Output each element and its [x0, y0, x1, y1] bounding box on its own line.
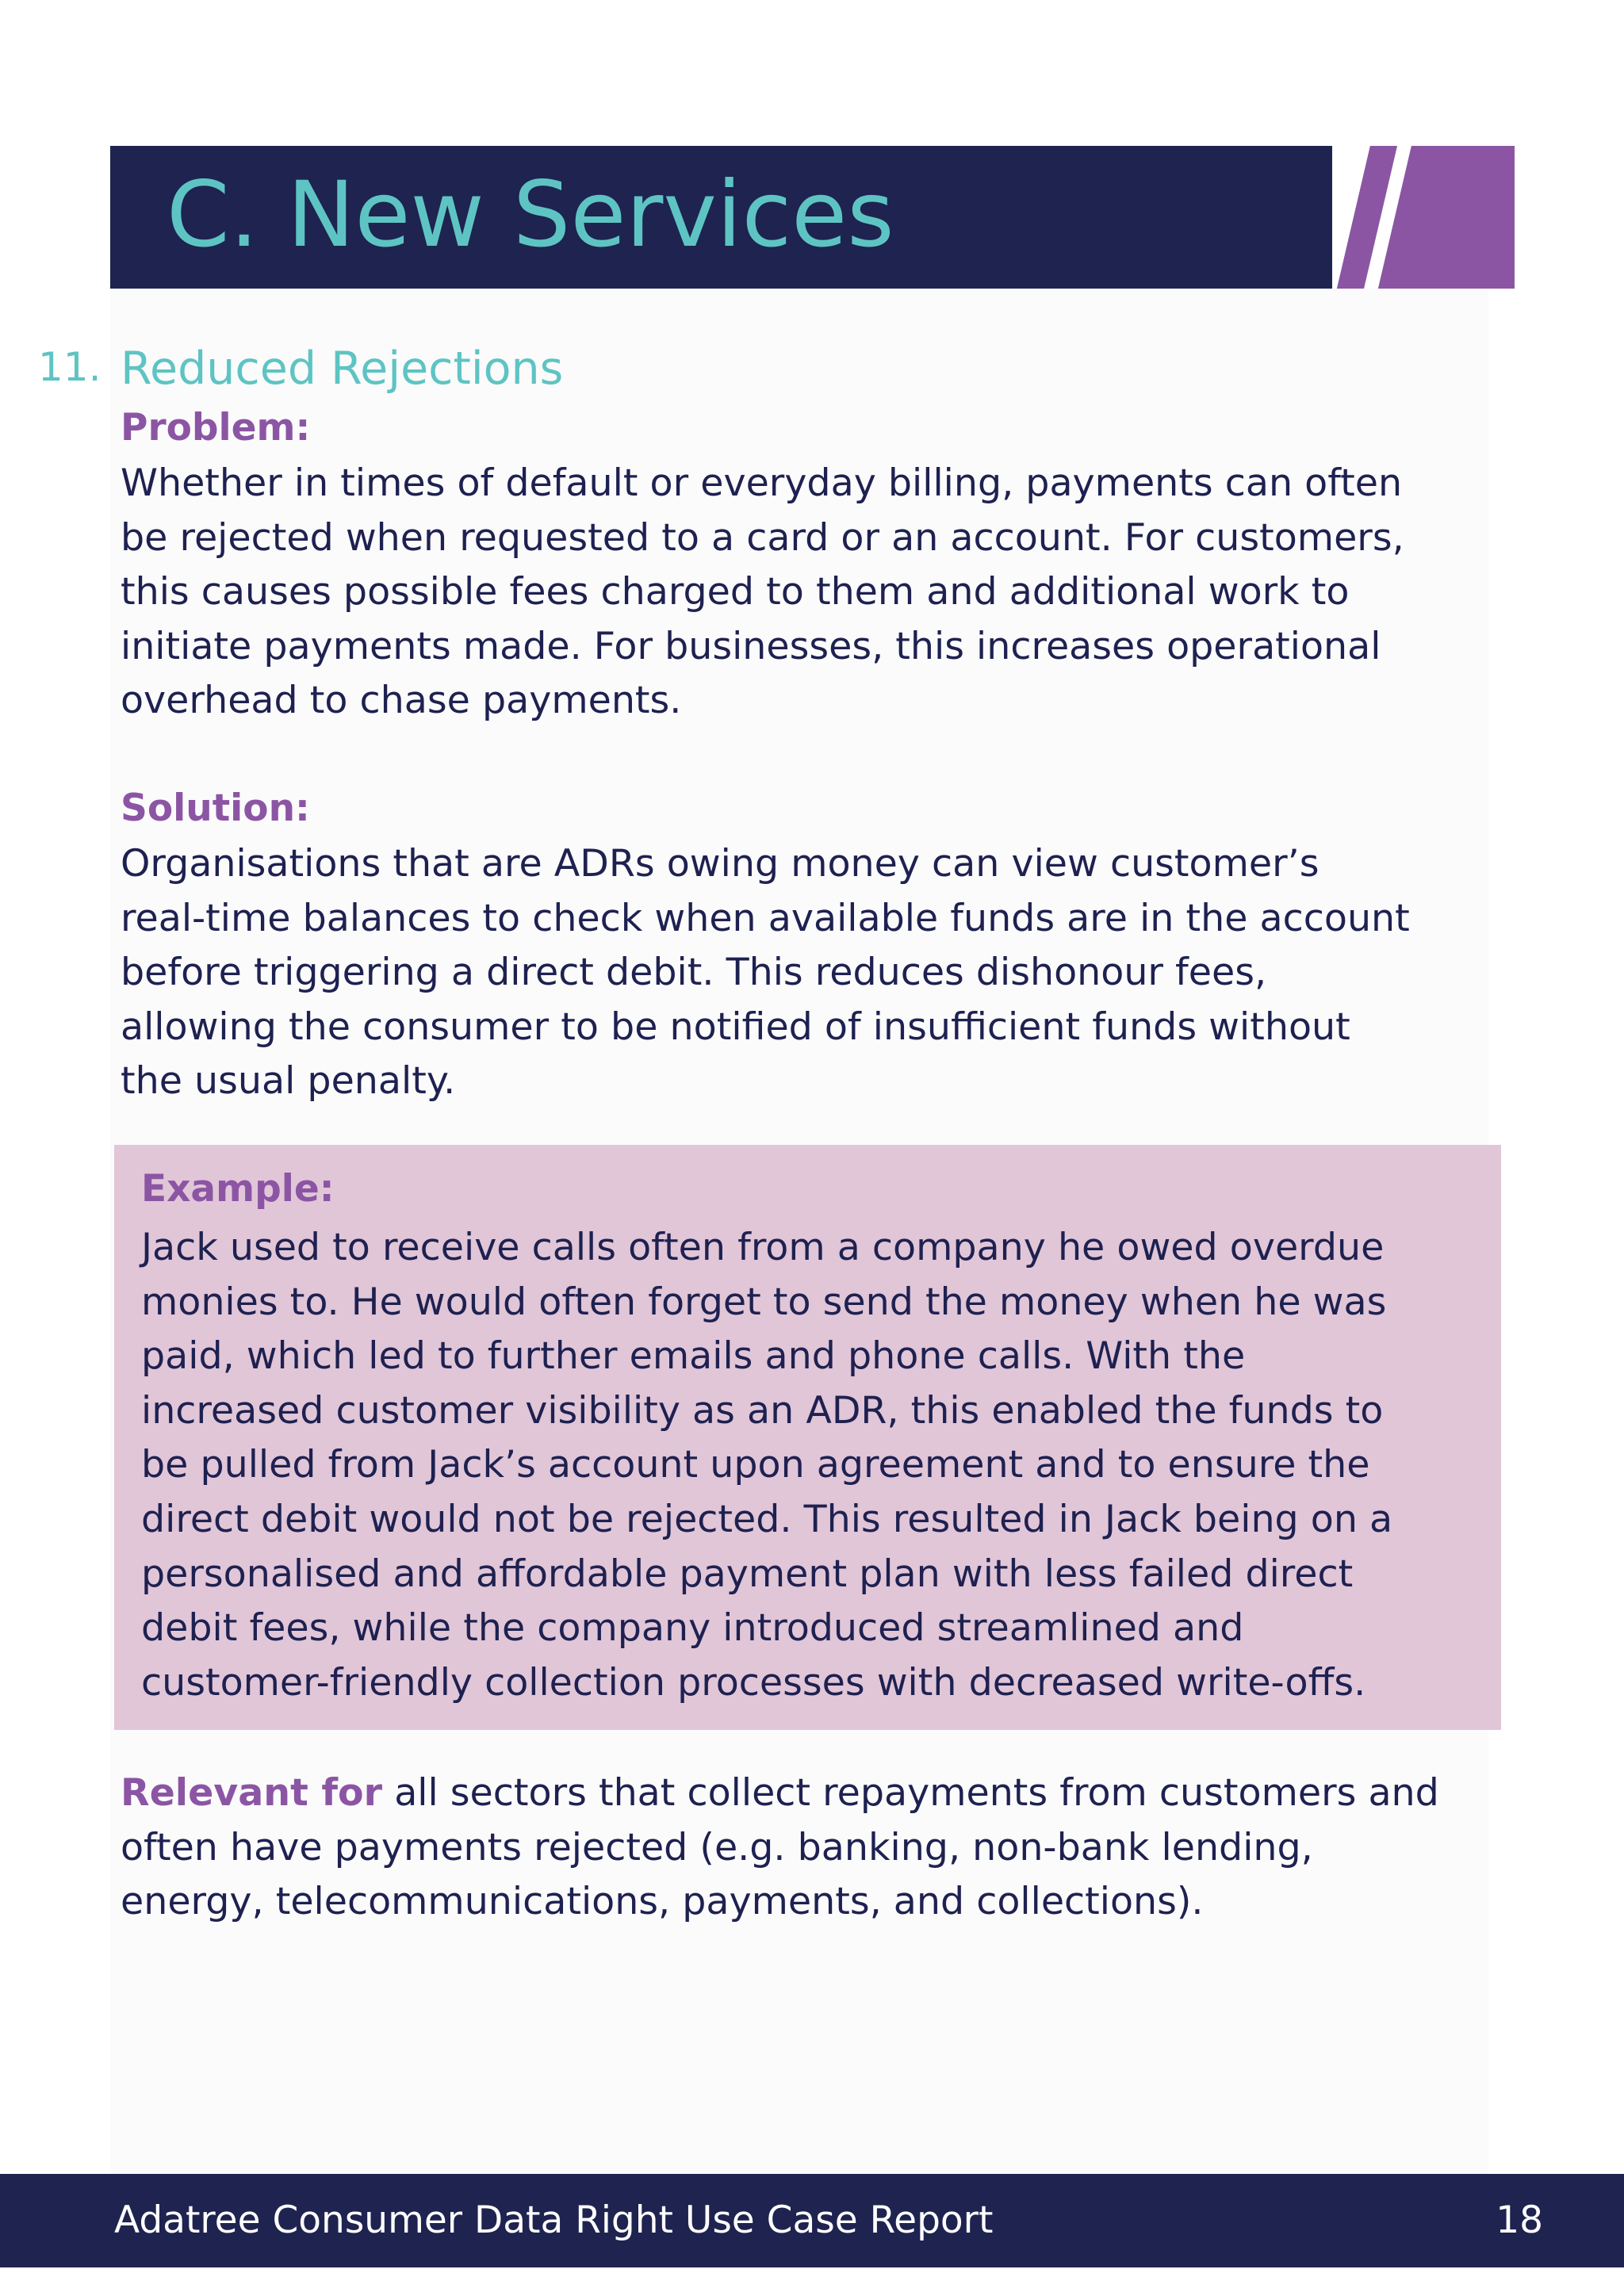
- relevant-line: [121, 1766, 1439, 1821]
- solution-line: the usual penalty.: [121, 1059, 456, 1104]
- solution-line: allowing the consumer to be notified of insufficient funds without: [121, 1004, 1350, 1049]
- footer-bar: [0, 2174, 1624, 2267]
- example-text: [141, 1221, 1392, 1710]
- header-accent-stripes: [1332, 146, 1515, 289]
- example-line: personalised and affordable payment plan with less failed direct: [141, 1552, 1354, 1596]
- page-title: C. New Services: [167, 162, 894, 267]
- example-line: Jack used to receive calls often from a company he owed overdue: [141, 1226, 1385, 1269]
- problem-line: initiate payments made. For businesses, this increases operational: [121, 624, 1381, 668]
- relevant-lead: Relevant for: [121, 1771, 383, 1815]
- page-number: 18: [1496, 2198, 1543, 2242]
- solution-line: Organisations that are ADRs owing money can view customer’s: [121, 842, 1320, 886]
- example-label: Example:: [141, 1167, 335, 1211]
- example-line: paid, which led to further emails and phone calls. With the: [141, 1334, 1246, 1379]
- problem-line: Whether in times of default or everyday billing, payments can often: [121, 461, 1403, 505]
- relevant-line-rest: all sectors that collect repayments from customers and: [382, 1771, 1439, 1815]
- example-line: increased customer visibility as an ADR, this enabled the funds to: [141, 1388, 1384, 1433]
- problem-label: Problem:: [121, 406, 311, 450]
- section-title: Reduced Rejections: [121, 342, 564, 395]
- relevant-sectors: [121, 1766, 1439, 1930]
- footer-report-title: Adatree Consumer Data Right Use Case Report: [114, 2198, 994, 2242]
- problem-line: overhead to chase payments.: [121, 679, 682, 723]
- example-line: debit fees, while the company introduced streamlined and: [141, 1606, 1244, 1651]
- solution-line: before triggering a direct debit. This reduces dishonour fees,: [121, 951, 1267, 995]
- solution-line: real-time balances to check when available funds are in the account: [121, 896, 1410, 940]
- solution-label: Solution:: [121, 786, 310, 830]
- example-line: monies to. He would often forget to send the money when he was: [141, 1280, 1387, 1324]
- example-line: be pulled from Jack’s account upon agreement and to ensure the: [141, 1443, 1370, 1487]
- section-number: 11.: [38, 344, 102, 390]
- problem-text: [121, 457, 1404, 729]
- problem-line: be rejected when requested to a card or an account. For customers,: [121, 515, 1404, 560]
- problem-line: this causes possible fees charged to them and additional work to: [121, 570, 1350, 614]
- solution-text: [121, 837, 1410, 1109]
- example-callout: [114, 1145, 1501, 1730]
- example-line: direct debit would not be rejected. This resulted in Jack being on a: [141, 1497, 1393, 1541]
- relevant-line: energy, telecommunications, payments, and collections).: [121, 1880, 1204, 1924]
- relevant-line: often have payments rejected (e.g. banking, non-bank lending,: [121, 1825, 1313, 1869]
- example-line: customer-friendly collection processes with decreased write-offs.: [141, 1660, 1366, 1705]
